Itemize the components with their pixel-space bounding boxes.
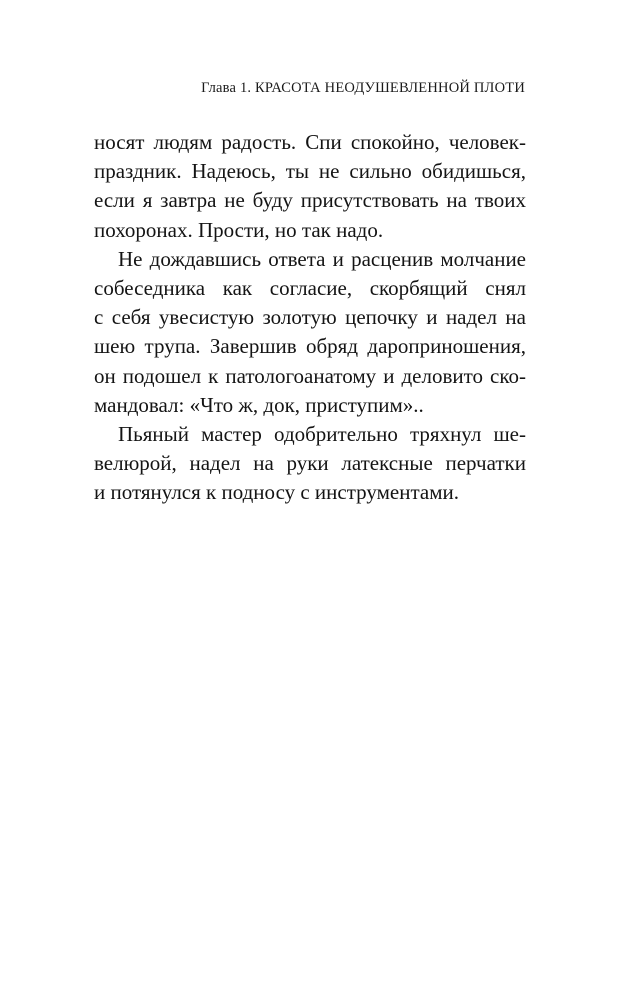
text-line: носят людям радость. Спи спокойно, человек- bbox=[94, 130, 526, 154]
text-line: мандовал: «Что ж, док, приступим».. bbox=[94, 392, 424, 417]
text-line: он подошел к патологоанатому и деловито ско- bbox=[94, 363, 526, 388]
text-line: велюрой, надел на руки латексные перчатки bbox=[94, 451, 526, 476]
text-line: если я завтра не буду присутствовать на твоих bbox=[94, 188, 526, 213]
paragraph-2 bbox=[94, 245, 526, 420]
text-line: праздник. Надеюсь, ты не сильно обидишься, bbox=[94, 159, 526, 184]
text-line: Не дождавшись ответа и расценив молчание bbox=[118, 246, 526, 271]
text-line: шею трупа. Завершив обряд дароприношения, bbox=[94, 334, 526, 359]
text-line: с себя увесистую золотую цепочку и надел на bbox=[94, 305, 526, 330]
text-line: Пьяный мастер одобрительно тряхнул ше- bbox=[118, 421, 526, 446]
paragraph-3 bbox=[94, 420, 526, 508]
text-line: похоронах. Прости, но так надо. bbox=[94, 217, 384, 242]
running-header: Глава 1. КРАСОТА НЕОДУШЕВЛЕННОЙ ПЛОТИ bbox=[201, 80, 525, 96]
text-line: и потянулся к подносу с инструментами. bbox=[94, 480, 459, 505]
paragraph-1 bbox=[94, 128, 526, 245]
body-text bbox=[94, 128, 526, 507]
text-line: собеседника как согласие, скорбящий снял bbox=[94, 275, 526, 300]
